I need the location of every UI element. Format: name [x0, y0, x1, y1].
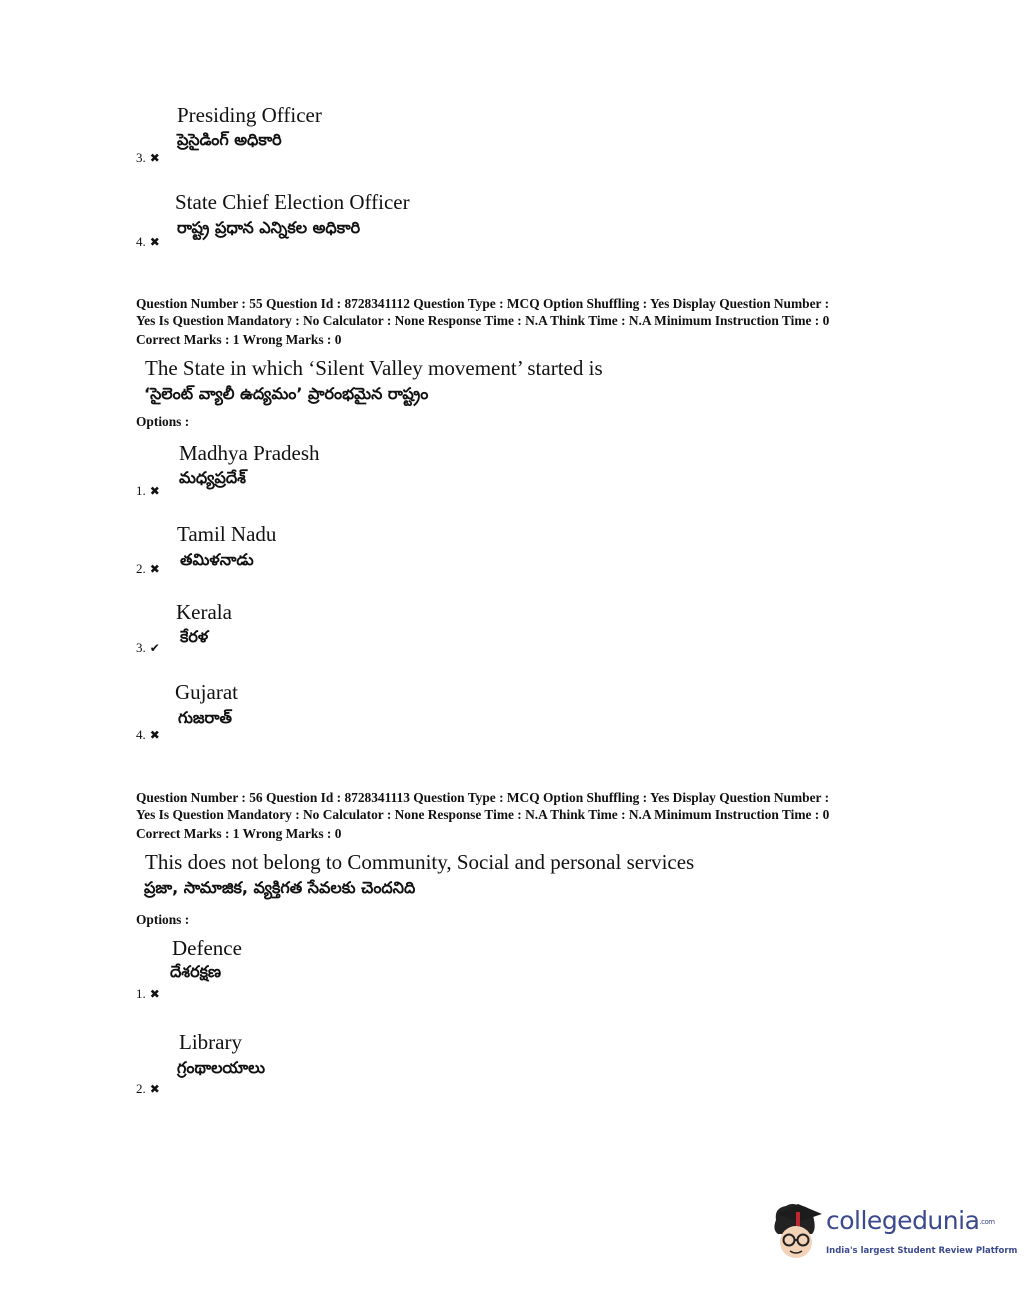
option-text-te: రాష్ట్ర ప్రధాన ఎన్నికల అధికారి: [177, 218, 361, 237]
option-number: 4. ✖: [136, 727, 160, 742]
marks-line: Correct Marks : 1 Wrong Marks : 0: [136, 826, 342, 841]
option-number: 2. ✖: [136, 561, 160, 576]
option-text-en: Madhya Pradesh: [179, 441, 320, 465]
option-number: 4. ✖: [136, 234, 160, 249]
option-text-en: Kerala: [176, 600, 232, 624]
cross-icon: ✖: [149, 235, 160, 249]
option-number: 2. ✖: [136, 1081, 160, 1096]
option-number: 3. ✔: [136, 640, 160, 655]
option-text-te: తమిళనాడు: [180, 550, 254, 569]
cross-icon: ✖: [149, 987, 160, 1001]
option-number: 1. ✖: [136, 483, 160, 498]
question-55-text-te: ‘సైలెంట్ వ్యాలీ ఉద్యమం’ ప్రారంభమైన రాష్ట్రం: [144, 384, 429, 403]
logo-wordmark: collegedunia.com: [826, 1206, 995, 1235]
option-text-en: State Chief Election Officer: [175, 190, 410, 214]
marks-line: Correct Marks : 1 Wrong Marks : 0: [136, 332, 342, 347]
option-text-te: దేశరక్షణ: [170, 962, 222, 981]
logo-tagline: India's largest Student Review Platform: [826, 1246, 1018, 1256]
option-text-en: Presiding Officer: [177, 103, 322, 127]
question-56-meta: [136, 790, 916, 843]
options-label: Options :: [136, 912, 190, 927]
meta-line-2: Yes Is Question Mandatory : No Calculator : None Response Time : N.A Think Time : N.A Minimum Instruction Time : 0: [136, 312, 830, 328]
cross-icon: ✖: [149, 484, 160, 498]
meta-line-1: Question Number : 55 Question Id : 8728341112 Question Type : MCQ Option Shuffling : Yes Display Question Number :: [136, 296, 830, 311]
option-text-en: Gujarat: [175, 680, 238, 704]
option-number: 1. ✖: [136, 986, 160, 1001]
meta-line-1: Question Number : 56 Question Id : 8728341113 Question Type : MCQ Option Shuffling : Yes Display Question Number :: [136, 790, 830, 805]
mascot-icon: [768, 1200, 824, 1270]
option-text-te: గుజరాత్: [178, 708, 233, 727]
question-56-text-en: This does not belong to Community, Social and personal services: [145, 850, 695, 874]
option-text-en: Tamil Nadu: [177, 522, 277, 546]
option-text-te: మధ్యప్రదేశ్: [179, 468, 246, 487]
cross-icon: ✖: [149, 728, 160, 742]
option-text-te: ప్రెసైడింగ్ అధికారి: [177, 130, 282, 149]
question-55-meta: [136, 296, 916, 349]
option-number: 3. ✖: [136, 150, 160, 165]
question-55-text-en: The State in which ‘Silent Valley movement’ started is: [145, 356, 603, 380]
checkmark-icon: ✔: [149, 641, 160, 655]
collegedunia-logo[interactable]: [768, 1200, 1018, 1270]
cross-icon: ✖: [149, 151, 160, 165]
option-text-en: Defence: [172, 936, 242, 960]
option-text-te: కేరళ: [180, 627, 209, 646]
option-text-te: గ్రంథాలయాలు: [177, 1058, 266, 1077]
options-label: Options :: [136, 414, 190, 429]
question-56-text-te: ప్రజా, సామాజిక, వ్యక్తిగత సేవలకు చెందనిది: [144, 878, 416, 897]
option-text-en: Library: [179, 1030, 242, 1054]
cross-icon: ✖: [149, 562, 160, 576]
meta-line-2: Yes Is Question Mandatory : No Calculator : None Response Time : N.A Think Time : N.A Minimum Instruction Time : 0: [136, 806, 830, 822]
cross-icon: ✖: [149, 1082, 160, 1096]
